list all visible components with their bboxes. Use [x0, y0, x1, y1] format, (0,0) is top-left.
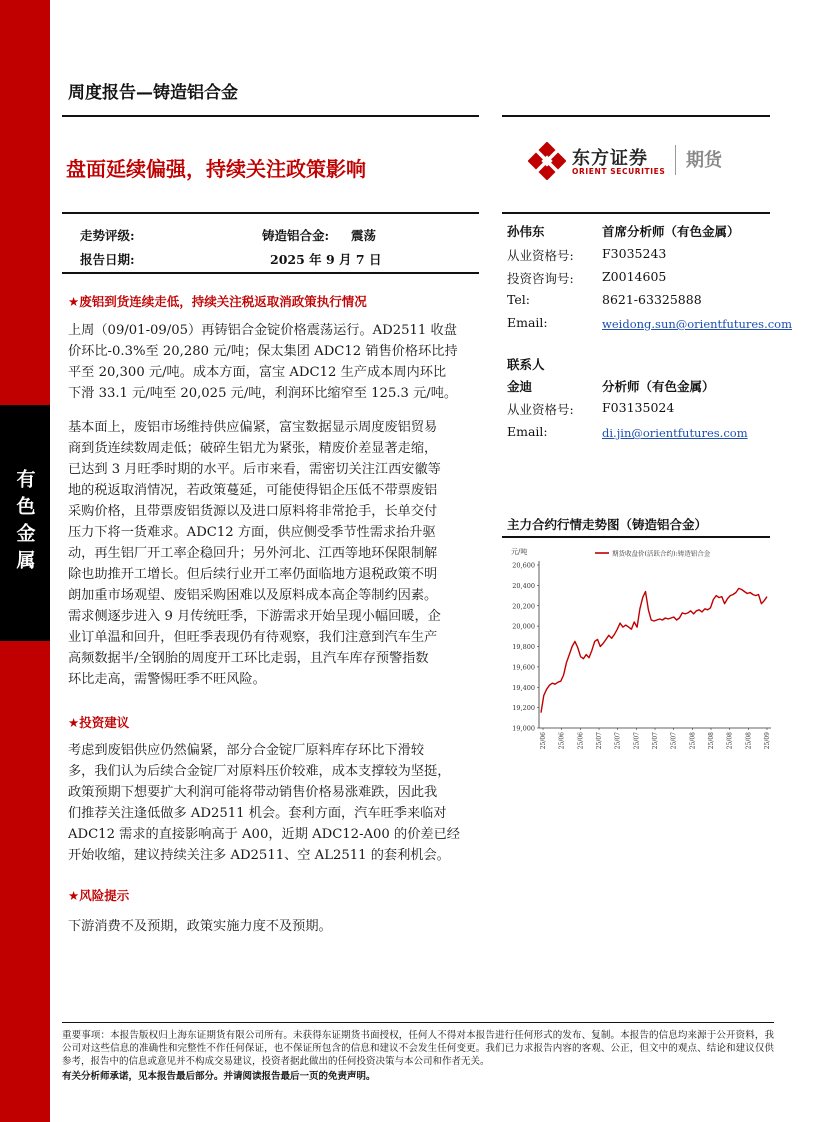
x-tick-label: 25/06 [540, 732, 547, 750]
disclaimer-note: 有关分析师承诺，见本报告最后部分。并请阅读报告最后一页的免责声明。 [62, 1071, 376, 1082]
y-tick-label: 20,600 [512, 561, 535, 570]
analyst-1-consult: Z0014605 [602, 269, 667, 284]
report-type-title: 周度报告—铸造铝合金 [68, 83, 238, 103]
analyst-2-email-link[interactable]: di.jin@orientfutures.com [602, 426, 748, 440]
y-tick-label: 19,800 [512, 643, 535, 651]
x-tick-label: 25/08 [708, 732, 715, 750]
paragraph-investment: 考虑到废铝供应仍然偏紧，部分合金锭厂原料库存环比下滑较 多，我们认为后续合金锭厂对原料压价较难，成本支撑较为坚挺， 政策预期下想要扩大利润可能将带动销售价格易涨难跌，因此我 们推荐关注逢低做多 AD2511 机会。套利方面，汽车旺季来临对 ADC12 需求的直接影响高于 A00，近期 ADC12-A00 的价差已经 开始收缩，建议持续关注多 AD2511、空 AL2511 的套利机会。 [68, 743, 460, 863]
section-title-investment: ★投资建议 [68, 715, 130, 730]
y-tick-label: 20,200 [512, 602, 535, 611]
y-tick-label: 20,400 [512, 581, 535, 590]
sector-side-tab [0, 405, 50, 641]
analyst-2-name: 金迪 [507, 379, 533, 394]
analyst-2-email-label: Email: [507, 424, 548, 439]
y-tick-label: 19,000 [512, 724, 535, 733]
analyst-2-qual-label: 从业资格号: [507, 402, 574, 417]
analyst-rule-top [502, 212, 770, 214]
x-tick-label: 25/07 [596, 732, 603, 750]
paragraph-fundamentals: 基本面上，废铝市场维持供应偏紧，富宝数据显示周度废铝贸易 商到货连续数周走低；破碎生铝尤为紧张，精废价差显著走缩， 已达到 3 月旺季时期的水平。后市来看，需密切关注江西安徽等 地的税返取消情况，若政策蔓延，可能使得铝企压低不带票废铝 采购价格，且带票废铝货源以及进口原料将非常抢手，长单交付 压力下将一货难求。ADC12 方面，供应侧受季节性需求抬升驱 动，再生铝厂开工率企稳回升；另外河北、江西等地环保限制解 除也助推开工增长。但后续行业开工率仍面临地方退税政策不明 朗加重市场观望、废铝采购困难以及原料成本高企等制约因素。 需求侧逐步进入 9 月传统旺季，下游需求开始呈现小幅回暖，企 业订单温和回升，但旺季表现仍有待观察，我们注意到汽车生产 高频数据半/全钢胎的周度开工环比走弱，且汽车库存预警指数 环比走高，需警惕旺季不旺风险。 [68, 420, 441, 687]
report-date: 2025 年 9 月 7 日 [270, 252, 382, 267]
analyst-1-tel: 8621-63325888 [602, 292, 702, 307]
header-rule-left [62, 115, 479, 117]
logo-division: 期货 [686, 150, 722, 171]
x-tick-label: 25/08 [745, 732, 753, 750]
y-tick-label: 19,400 [512, 683, 535, 692]
analyst-1-name: 孙伟东 [507, 224, 545, 239]
chart-title-rule [502, 536, 770, 538]
analyst-2-qual: F03135024 [602, 400, 675, 415]
analyst-1-title: 首席分析师（有色金属） [602, 224, 740, 239]
x-tick-label: 25/06 [558, 732, 566, 750]
report-date-label: 报告日期: [80, 252, 135, 267]
company-logo [528, 141, 768, 181]
analyst-1-qual-label: 从业资格号: [507, 248, 574, 263]
report-headline: 盘面延续偏强，持续关注政策影响 [66, 157, 366, 181]
analyst-1-tel-label: Tel: [507, 292, 530, 307]
price-chart [503, 540, 775, 750]
y-axis-unit-label: 元/吨 [511, 548, 528, 556]
x-tick-label: 25/07 [652, 732, 659, 750]
series-line [541, 588, 767, 712]
price-chart-svg [503, 540, 775, 750]
analyst-1-email-label: Email: [507, 315, 548, 330]
section-title-market: ★废铝到货连续走低，持续关注税返取消政策执行情况 [68, 294, 367, 309]
logo-name-en: ORIENT SECURITIES [572, 167, 666, 176]
legend-label: 期货收盘价(活跃合约):铸造铝合金 [612, 549, 711, 558]
logo-separator [675, 145, 676, 175]
rating-label: 走势评级: [80, 228, 135, 243]
y-tick-label: 20,000 [512, 622, 535, 631]
section-title-risk: ★风险提示 [68, 888, 130, 903]
sector-label: 有色金属 [13, 469, 36, 577]
disclaimer-rule [62, 1022, 774, 1023]
y-tick-label: 19,200 [512, 704, 535, 713]
analyst-1-qual: F3035243 [602, 246, 667, 261]
x-tick-label: 25/07 [614, 732, 622, 750]
meta-rule-bottom [62, 272, 479, 274]
header-rule-right [502, 115, 770, 117]
chart-title: 主力合约行情走势图（铸造铝合金） [507, 517, 708, 532]
analyst-1-email-link[interactable]: weidong.sun@orientfutures.com [602, 317, 793, 331]
x-tick-label: 25/08 [726, 732, 734, 750]
paragraph-risk: 下游消费不及预期，政策实施力度不及预期。 [68, 919, 332, 934]
meta-rule-top [62, 212, 479, 214]
contact-label: 联系人 [507, 357, 545, 372]
x-tick-label: 25/07 [633, 732, 641, 750]
x-tick-label: 25/06 [577, 732, 585, 750]
paragraph-market-review: 上周（09/01-09/05）再铸铝合金锭价格震荡运行。AD2511 收盘 价环比-0.3%至 20,280 元/吨；保太集团 ADC12 销售价格环比持 平至 20,300 元/吨。成本方面，富宝 ADC12 生产成本周内环比 下滑 33.1 元/吨至 20,025 元/吨，利润环比缩窄至 125.3 元/吨。 [68, 323, 458, 401]
x-tick-label: 25/09 [764, 732, 771, 750]
rating-value: 震荡 [351, 228, 377, 243]
analyst-1-consult-label: 投资咨询号: [507, 271, 574, 286]
rating-product: 铸造铝合金: [262, 228, 330, 243]
disclaimer-text: 重要事项：本报告版权归上海东证期货有限公司所有。未获得东证期货书面授权，任何人不得对本报告进行任何形式的发布、复制。本报告的信息均来源于公开资料，我公司对这些信息的准确性和完整性不作任何保证，也不保证所包含的信息和建议不会发生任何变更。我们已力求报告内容的客观、公正，但文中的观点、结论和建议仅供参考，报告中的信息或意见并不构成交易建议，投资者据此做出的任何投资决策与本公司和作者无关。 [62, 1030, 774, 1067]
orient-logo-icon [528, 142, 566, 180]
x-tick-label: 25/08 [689, 732, 697, 750]
y-tick-label: 19,600 [512, 663, 535, 672]
analyst-2-title: 分析师（有色金属） [602, 379, 715, 394]
logo-name-cn: 东方证券 [572, 148, 648, 169]
x-tick-label: 25/07 [670, 732, 678, 750]
